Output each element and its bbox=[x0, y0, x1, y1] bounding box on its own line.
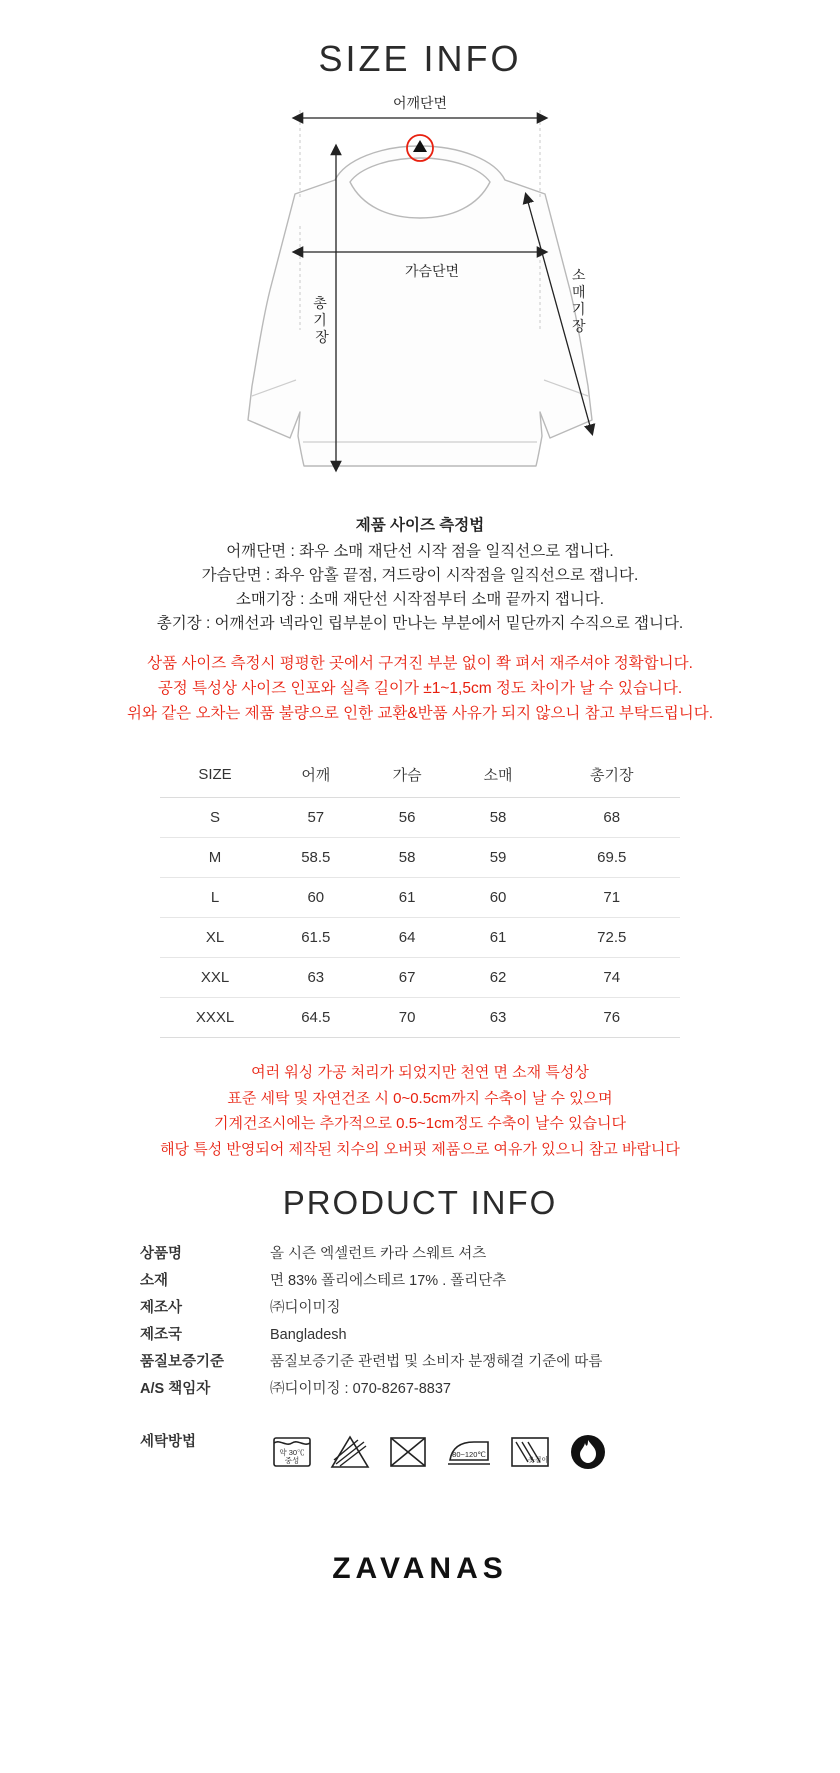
svg-text:중성: 중성 bbox=[284, 1456, 300, 1466]
notice-shrinkage-line-1: 여러 워싱 가공 처리가 되었지만 천연 면 소재 특성상 bbox=[251, 1064, 589, 1082]
diagram-label-sleeve: 소 매 기 장 bbox=[572, 267, 586, 334]
table-row bbox=[160, 998, 680, 1038]
length-cell: 74 bbox=[544, 958, 681, 998]
product-info-label: 상품명 bbox=[140, 1246, 183, 1263]
length-cell: 68 bbox=[544, 798, 681, 838]
sleeve-cell: 62 bbox=[453, 958, 544, 998]
chest-cell: 67 bbox=[362, 958, 453, 998]
product-info-label: 소재 bbox=[140, 1273, 169, 1290]
measure-heading: 제품 사이즈 측정법 bbox=[355, 517, 485, 534]
size-table-col-sleeve: 소매 bbox=[453, 752, 544, 798]
sleeve-cell: 61 bbox=[453, 918, 544, 958]
product-info-value: 올 시즌 엑셀런트 카라 스웨트 셔츠 bbox=[270, 1246, 487, 1263]
chest-cell: 61 bbox=[362, 878, 453, 918]
product-info-list bbox=[140, 1242, 700, 1478]
product-info-label: A/S 책임자 bbox=[140, 1381, 211, 1398]
measure-line-shoulder: 어깨단면 : 좌우 소매 재단선 시작 점을 일직선으로 잽니다. bbox=[226, 543, 614, 561]
notice-tolerance-line-1: 상품 사이즈 측정시 평평한 곳에서 구겨진 부분 없이 쫙 펴서 재주셔야 정확합니다. bbox=[147, 655, 693, 673]
table-row bbox=[160, 798, 680, 838]
sleeve-cell: 58 bbox=[453, 798, 544, 838]
measure-line-length: 총기장 : 어깨선과 넥라인 립부분이 만나는 부분에서 밑단까지 수직으로 잽니다. bbox=[156, 615, 684, 633]
notice-tolerance-line-2: 공정 특성상 사이즈 인포와 실측 길이가 ±1~1,5cm 정도 차이가 날 수 있습니다. bbox=[157, 679, 683, 697]
page-title-product-info: PRODUCT INFO bbox=[282, 1184, 558, 1222]
product-info-row bbox=[140, 1377, 700, 1398]
product-info-value: 면 83% 폴리에스테르 17% . 폴리단추 bbox=[270, 1273, 507, 1290]
product-info-value: 품질보증기준 관련법 및 소비자 분쟁해결 기준에 따름 bbox=[270, 1354, 603, 1371]
product-info-label: 품질보증기준 bbox=[140, 1354, 225, 1371]
brand-logo: ZAVANAS bbox=[332, 1552, 508, 1586]
svg-text:약 30℃: 약 30℃ bbox=[279, 1448, 305, 1458]
size-cell: L bbox=[160, 878, 270, 918]
table-row bbox=[160, 838, 680, 878]
notice-shrinkage-line-4: 해당 특성 반영되어 제작된 치수의 오버핏 제품으로 여유가 있으니 참고 바랍니다 bbox=[160, 1140, 680, 1158]
product-info-row bbox=[140, 1296, 700, 1317]
chest-cell: 64 bbox=[362, 918, 453, 958]
wash-care-icon-list bbox=[270, 1430, 610, 1478]
svg-text:80~120℃: 80~120℃ bbox=[452, 1450, 486, 1460]
diagram-label-length: 총 기 장 bbox=[313, 295, 329, 345]
hand-wash-30c-icon bbox=[270, 1430, 314, 1478]
product-info-value: ㈜디이미징 bbox=[270, 1300, 341, 1317]
product-info-value: Bangladesh bbox=[270, 1327, 347, 1344]
table-row bbox=[160, 878, 680, 918]
sleeve-cell: 60 bbox=[453, 878, 544, 918]
measure-line-sleeve: 소매기장 : 소매 재단선 시작점부터 소매 끝까지 잽니다. bbox=[235, 591, 605, 609]
size-cell: XXXL bbox=[160, 998, 270, 1038]
no-bleach-icon bbox=[328, 1430, 372, 1478]
wash-care-section bbox=[140, 1430, 700, 1478]
table-row bbox=[160, 958, 680, 998]
product-info-row bbox=[140, 1323, 700, 1344]
sleeve-cell: 63 bbox=[453, 998, 544, 1038]
length-cell: 69.5 bbox=[544, 838, 681, 878]
notice-shrinkage bbox=[0, 1060, 840, 1162]
product-info-label: 제조국 bbox=[140, 1327, 183, 1344]
measure-line-chest: 가슴단면 : 좌우 암홀 끝점, 겨드랑이 시작점을 일직선으로 잽니다. bbox=[201, 567, 639, 585]
chest-cell: 58 bbox=[362, 838, 453, 878]
product-info-row bbox=[140, 1350, 700, 1371]
size-cell: XL bbox=[160, 918, 270, 958]
product-info-row bbox=[140, 1242, 700, 1263]
size-table-header-row bbox=[160, 752, 680, 798]
shoulder-cell: 58.5 bbox=[270, 838, 362, 878]
size-cell: XXL bbox=[160, 958, 270, 998]
shoulder-cell: 63 bbox=[270, 958, 362, 998]
notice-shrinkage-line-3: 기계건조시에는 추가적으로 0.5~1cm정도 수축이 날수 있습니다 bbox=[213, 1115, 627, 1133]
diagram-label-shoulder: 어깨단면 bbox=[392, 95, 448, 111]
notice-tolerance bbox=[0, 652, 840, 726]
iron-80-120c-icon bbox=[444, 1430, 494, 1478]
flammable-warning-icon bbox=[566, 1430, 610, 1478]
shoulder-cell: 60 bbox=[270, 878, 362, 918]
size-table bbox=[160, 752, 680, 1038]
measure-instructions bbox=[0, 514, 840, 636]
shoulder-cell: 64.5 bbox=[270, 998, 362, 1038]
size-table-col-size: SIZE bbox=[160, 752, 270, 798]
garment-measurement-diagram bbox=[0, 90, 840, 510]
size-table-col-length: 총기장 bbox=[544, 752, 681, 798]
chest-cell: 70 bbox=[362, 998, 453, 1038]
size-cell: M bbox=[160, 838, 270, 878]
diagram-label-chest: 가슴단면 bbox=[404, 263, 460, 279]
sleeve-cell: 59 bbox=[453, 838, 544, 878]
size-table-col-chest: 가슴 bbox=[362, 752, 453, 798]
table-row bbox=[160, 918, 680, 958]
size-cell: S bbox=[160, 798, 270, 838]
shoulder-cell: 61.5 bbox=[270, 918, 362, 958]
shoulder-cell: 57 bbox=[270, 798, 362, 838]
product-info-label: 제조사 bbox=[140, 1300, 183, 1317]
dry-in-shade-icon bbox=[508, 1430, 552, 1478]
page-title-size-info: SIZE INFO bbox=[318, 38, 522, 79]
length-cell: 76 bbox=[544, 998, 681, 1038]
length-cell: 71 bbox=[544, 878, 681, 918]
product-info-value: ㈜디이미징 : 070-8267-8837 bbox=[270, 1381, 451, 1398]
size-table-col-shoulder: 어깨 bbox=[270, 752, 362, 798]
product-info-row bbox=[140, 1269, 700, 1290]
svg-text:옷걸이: 옷걸이 bbox=[527, 1457, 549, 1465]
notice-tolerance-line-3: 위와 같은 오차는 제품 불량으로 인한 교환&반품 사유가 되지 않으니 참고 부탁드립니다. bbox=[126, 704, 714, 722]
chest-cell: 56 bbox=[362, 798, 453, 838]
no-tumble-dry-icon bbox=[386, 1430, 430, 1478]
length-cell: 72.5 bbox=[544, 918, 681, 958]
wash-care-label: 세탁방법 bbox=[140, 1434, 197, 1451]
notice-shrinkage-line-2: 표준 세탁 및 자연건조 시 0~0.5cm까지 수축이 날 수 있으며 bbox=[227, 1089, 613, 1107]
